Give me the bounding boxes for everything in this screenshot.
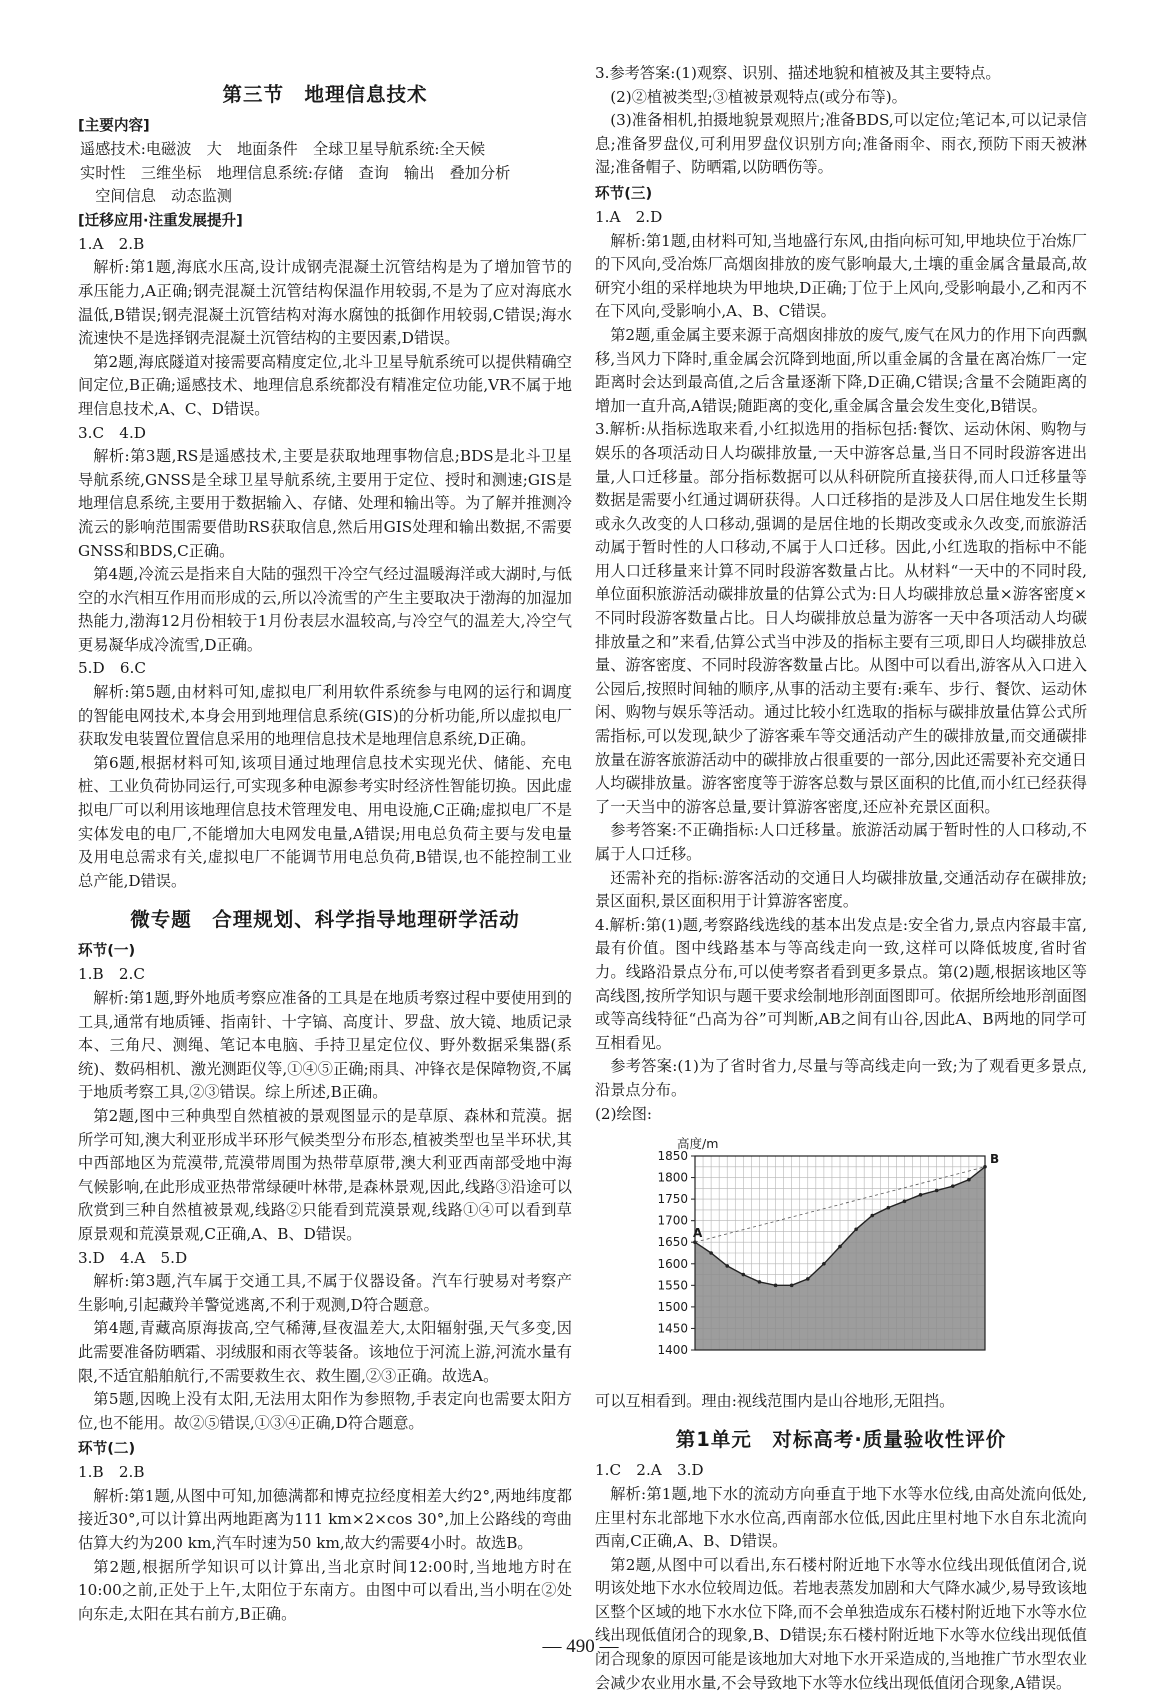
profile-point bbox=[919, 1193, 923, 1197]
page-number: — 490 — bbox=[542, 1636, 619, 1657]
explanation: 解析:第1题,海底水压高,设计成钢壳混凝土沉管结构是为了增加管节的承压能力,A正确;钢壳混凝土沉管结构保温作用较弱,不是为了应对海底水温低,B错误;钢壳混凝土沉管结构对海水腐蚀的抵御作用较弱,C错误;海水流速快不是选择钢壳混凝土沉管结构的主要因素,D错误。 bbox=[78, 258, 572, 348]
main-content-heading: [主要内容] bbox=[78, 117, 150, 134]
main-content-line: 遥感技术:电磁波 大 地面条件 全球卫星导航系统:全天候 bbox=[80, 140, 486, 158]
explanation: 解析:第5题,由材料可知,虚拟电厂利用软件系统参与电网的运行和调度的智能电网技术,本身会用到地理信息系统(GIS)的分析功能,所以虚拟电厂获取发电装置位置信息采用的地理信息技术是地理信息系统,D正确。 bbox=[78, 683, 572, 749]
profile-point bbox=[838, 1245, 842, 1249]
link-heading: 环节(一) bbox=[78, 942, 136, 960]
explanation: 第2题,根据所学知识可以计算出,当北京时间12:00时,当地地方时在10:00之前,正处于上午,太阳位于东南方。由图中可以看出,当小明在②处向东走,太阳在其右前方,B正确。 bbox=[78, 1557, 572, 1623]
answer-line: 1.B 2.C bbox=[78, 965, 145, 984]
y-tick-label: 1700 bbox=[657, 1213, 688, 1228]
link-heading: 环节(二) bbox=[78, 1440, 136, 1458]
profile-point bbox=[709, 1251, 713, 1255]
answer-line: 3.D 4.A 5.D bbox=[78, 1248, 188, 1267]
profile-point bbox=[887, 1206, 891, 1210]
right-column bbox=[595, 62, 1087, 1695]
conclusion: 可以互相看到。理由:视线范围内是山谷地形,无阻挡。 bbox=[595, 1391, 955, 1410]
profile-point bbox=[935, 1189, 939, 1193]
answer-line: 1.A 2.B bbox=[78, 234, 145, 253]
reference-answer: 还需补充的指标:游客活动的交通日人均碳排放量,交通活动存在碳排放;景区面积,景区面积用于计算游客密度。 bbox=[595, 868, 1087, 911]
terrain-profile-chart bbox=[623, 1130, 1063, 1380]
point-label-a: A bbox=[693, 1226, 703, 1241]
point-label-b: B bbox=[990, 1151, 1000, 1166]
explanation: 第4题,冷流云是指来自大陆的强烈干冷空气经过温暖海洋或大湖时,与低空的水汽相互作用而形成的云,所以冷流雪的产生主要取决于渤海的加湿加热能力,渤海12月份相较于1月份表层水温较高,与冷空气的温差大,冷空气更易凝华成冷流雪,D正确。 bbox=[78, 565, 572, 654]
y-tick-label: 1400 bbox=[657, 1343, 688, 1358]
explanation: 第2题,从图中可以看出,东石楼村附近地下水等水位线出现低值闭合,说明该处地下水水位较周边低。若地表蒸发加剧和大气降水减少,易导致该地区整个区域的地下水水位下降,而不会单独造成东石楼村附近地下水等水位线出现低值闭合的现象,B、D错误;东石楼村附近地下水等水位线出现低值闭合现象的原因可能是该地加大对地下水开采造成的,当地推广节水型农业会减少农业用水量,不会导致地下水等水位线出现低值闭合现象,A错误。 bbox=[595, 1555, 1087, 1692]
profile-point bbox=[854, 1228, 858, 1232]
explanation: 4.解析:第(1)题,考察路线选线的基本出发点是:安全省力,景点内容最丰富,最有价值。图中线路基本与等高线走向一致,这样可以降低坡度,省时省力。线路沿景点分布,可以使考察者看到更多景点。第(2)题,根据该地区等高线图,按所学知识与题干要求绘制地形剖面图即可。依据所绘地形剖面图或等高线特征“凸高为谷”可判断,AB之间有山谷,因此A、B两地的同学可互相看见。 bbox=[595, 915, 1087, 1052]
y-tick-label: 1750 bbox=[657, 1192, 688, 1207]
explanation: 解析:第1题,从图中可知,加德满都和博克拉经度相差大约2°,两地纬度都接近30°,可以计算出两地距离为111 km×2×cos 30°,加上公路线的弯曲估算大约为200 km,汽车时速为50 km,故大约需要4小时。故选B。 bbox=[78, 1486, 572, 1553]
answer-line: 5.D 6.C bbox=[78, 659, 146, 678]
explanation: 解析:第3题,RS是遥感技术,主要是获取地理事物信息;BDS是北斗卫星导航系统,GNSS是全球卫星导航系统,主要用于定位、授时和测速;GIS是地理信息系统,主要用于数据输入、存储、处理和输出等。为了解并推测冷流云的影响范围需要借助RS获取信息,然后用GIS处理和输出数据,不需要GNSS和BDS,C正确。 bbox=[78, 447, 572, 560]
answer-line: 3.C 4.D bbox=[78, 423, 146, 442]
unit-title: 第1单元 对标高考·质量验收性评价 bbox=[675, 1428, 1007, 1452]
answer-text: (2)②植被类型;③植被景观特点(或分布等)。 bbox=[610, 87, 907, 106]
y-tick-label: 1550 bbox=[657, 1278, 688, 1293]
y-tick-label: 1450 bbox=[657, 1321, 688, 1336]
answer-line: 1.C 2.A 3.D bbox=[595, 1461, 704, 1480]
profile-point bbox=[790, 1284, 794, 1288]
profile-point bbox=[822, 1262, 826, 1266]
answer-line: 1.A 2.D bbox=[595, 207, 663, 226]
reference-answer: 参考答案:(1)为了省时省力,尽量与等高线走向一致;为了观看更多景点,沿景点分布。 bbox=[595, 1057, 1087, 1099]
y-tick-label: 1650 bbox=[657, 1235, 688, 1250]
transfer-heading: [迁移应用·注重发展提升] bbox=[78, 211, 243, 229]
profile-point bbox=[967, 1178, 971, 1182]
profile-point bbox=[758, 1280, 762, 1284]
explanation: 第5题,因晚上没有太阳,无法用太阳作为参照物,手表定向也需要太阳方位,也不能用。故②⑤错误,①③④正确,D符合题意。 bbox=[78, 1390, 572, 1432]
explanation: 第2题,海底隧道对接需要高精度定位,北斗卫星导航系统可以提供精确空间定位,B正确;遥感技术、地理信息系统都没有精准定位功能,VR不属于地理信息技术,A、C、D错误。 bbox=[78, 352, 572, 418]
drawing-label: (2)绘图: bbox=[595, 1104, 653, 1123]
profile-point bbox=[742, 1273, 746, 1277]
answer-line: 1.B 2.B bbox=[78, 1463, 145, 1482]
explanation: 第2题,重金属主要来源于高烟囱排放的废气,废气在风力的作用下向西飘移,当风力下降时,重金属会沉降到地面,所以重金属的含量在离冶炼厂一定距离时会达到最高值,之后含量逐渐下降,D正确,C错误;含量不会随距离的增加一直升高,A错误;随距离的变化,重金属含量会发生变化,B错误。 bbox=[595, 325, 1087, 415]
y-tick-label: 1600 bbox=[657, 1256, 688, 1271]
profile-point bbox=[951, 1185, 955, 1189]
profile-point bbox=[903, 1200, 907, 1204]
answer-text: 3.参考答案:(1)观察、识别、描述地貌和植被及其主要特点。 bbox=[595, 64, 1001, 82]
y-tick-label: 1850 bbox=[657, 1149, 688, 1164]
profile-point bbox=[806, 1277, 810, 1281]
explanation: 解析:第1题,地下水的流动方向垂直于地下水等水位线,由高处流向低处,庄里村东北部地下水水位高,西南部水位低,因此庄里村地下水自东北流向西南,C正确,A、B、D错误。 bbox=[595, 1484, 1087, 1551]
explanation: 3.解析:从指标选取来看,小红拟选用的指标包括:餐饮、运动休闲、购物与娱乐的各项活动日人均碳排放量,一天中游客总量,当日不同时段游客进出量,人口迁移量。部分指标数据可以从科研院所直接获得,而人口迁移量等数据是需要小红通过调研获得。人口迁移指的是涉及人口居住地发生长期或永久改变的人口移动,强调的是居住地的长期改变或永久改变,而旅游活动属于暂时性的人口移动,不属于人口迁移。因此,小红选取的指标中不能用人口迁移量来计算不同时段游客数量占比。从材料“一天中的不同时段,单位面积旅游活动碳排放量的估算公式为:日人均碳排放总量×游客密度×不同时段游客数量占比。日人均碳排放总量为游客一天中各项活动人均碳排放量之和”来看,估算公式当中涉及的指标主要有三项,即日人均碳排放总量、游客密度、不同时段游客数量占比。从图中可以看出,游客从入口进入公园后,按照时间轴的顺序,从事的活动主要有:乘车、步行、餐饮、运动休闲、购物与娱乐等活动。通过比较小红选取的指标与碳排放量估算公式所需指标,可以发现,缺少了游客乘车等交通活动产生的碳排放量,而交通碳排放量在游客旅游活动中的碳排放占很重要的一部分,因此还需要补充交通日人均碳排放量。游客密度等于游客总数与景区面积的比值,而小红已经获得了一天当中的游客总量,要计算游客密度,还应补充景区面积。 bbox=[595, 420, 1087, 816]
explanation: 解析:第3题,汽车属于交通工具,不属于仪器设备。汽车行驶易对考察产生影响,引起藏羚羊警觉逃离,不利于观测,D符合题意。 bbox=[78, 1272, 572, 1314]
explanation: 第2题,图中三种典型自然植被的景观图显示的是草原、森林和荒漠。据所学可知,澳大利亚形成半环形气候类型分布形态,植被类型也呈半环状,其中西部地区为荒漠带,荒漠带周围为热带草原带,澳大利亚西南部受地中海气候影响,在此形成亚热带常绿硬叶林带,是森林景观,因此,线路③沿途可以欣赏到三种自然植被景观,线路②只能看到荒漠景观,线路①④可以看到草原景观和荒漠景观,C正确,A、B、D错误。 bbox=[78, 1106, 572, 1243]
profile-point bbox=[725, 1264, 729, 1268]
explanation: 第4题,青藏高原海拔高,空气稀薄,昼夜温差大,太阳辐射强,天气多变,因此需要准备防晒霜、羽绒服和雨衣等装备。该地位于河流上游,河流水量有限,不适宜船舶航行,不需要救生衣、救生圈,②③正确。故选A。 bbox=[78, 1319, 572, 1385]
explanation: 解析:第1题,由材料可知,当地盛行东风,由指向标可知,甲地块位于冶炼厂的下风向,受冶炼厂高烟囱排放的废气影响最大,土壤的重金属含量最高,故研究小组的采样地块为甲地块,D正确;丁位于上风向,受影响最小,乙和丙不在下风向,受影响小,A、B、C错误。 bbox=[595, 231, 1087, 321]
main-content-line: 空间信息 动态监测 bbox=[80, 187, 232, 206]
answer-text: (3)准备相机,拍摄地貌景观照片;准备BDS,可以定位;笔记本,可以记录信息;准备罗盘仪,可利用罗盘仪识别方向;准备雨伞、雨衣,预防下雨天被淋湿;准备帽子、防晒霜,以防晒伤等。 bbox=[595, 111, 1087, 177]
explanation: 解析:第1题,野外地质考察应准备的工具是在地质考察过程中要使用到的工具,通常有地质锤、指南针、十字镐、高度计、罗盘、放大镜、地质记录本、三角尺、测绳、笔记本电脑、手持卫星定位仪、野外数据采集器(系统)、数码相机、激光测距仪等,①④⑤正确;雨具、冲锋衣是保障物资,不属于地质考察工具,②③错误。综上所述,B正确。 bbox=[78, 989, 572, 1102]
left-column bbox=[78, 62, 572, 1626]
link-heading: 环节(三) bbox=[595, 184, 653, 202]
explanation: 第6题,根据材料可知,该项目通过地理信息技术实现光伏、储能、充电桩、工业负荷协同运行,可实现多种电源参考实时经济性智能切换。因此虚拟电厂可以利用该地理信息技术管理发电、用电设施,C正确;虚拟电厂不是实体发电的电厂,不能增加大电网发电量,A错误;用电总负荷主要与发电量及用电总需求有关,虚拟电厂不能调节用电总负荷,B错误,也不能控制工业总产能,D错误。 bbox=[78, 753, 572, 890]
section-title: 第三节 地理信息技术 bbox=[222, 83, 428, 106]
y-tick-label: 1500 bbox=[657, 1300, 688, 1315]
main-content-line: 实时性 三维坐标 地理信息系统:存储 查询 输出 叠加分析 bbox=[80, 163, 511, 182]
y-tick-label: 1800 bbox=[657, 1170, 688, 1185]
reference-answer: 参考答案:不正确指标:人口迁移量。旅游活动属于暂时性的人口移动,不属于人口迁移。 bbox=[595, 821, 1087, 863]
y-axis-label: 高度/m bbox=[677, 1136, 719, 1152]
profile-point bbox=[870, 1214, 874, 1218]
profile-point bbox=[774, 1284, 778, 1288]
topic-title: 微专题 合理规划、科学指导地理研学活动 bbox=[130, 908, 520, 932]
